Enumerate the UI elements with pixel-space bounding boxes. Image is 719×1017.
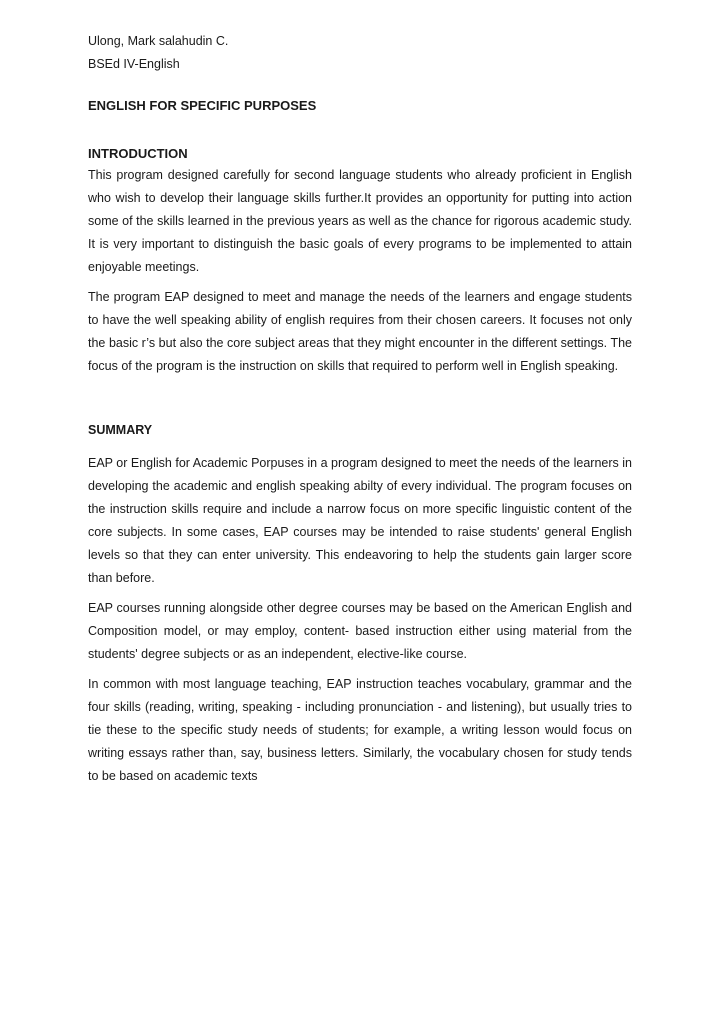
document-title: ENGLISH FOR SPECIFIC PURPOSES — [88, 98, 317, 113]
author-name: Ulong, Mark salahudin C. — [88, 34, 229, 48]
summary-body — [88, 452, 632, 788]
course-label: BSEd IV-English — [88, 57, 180, 71]
summary-paragraph: EAP or English for Academic Porpuses in a program designed to meet the needs of the learners in developing the academic and english speaking abilty of every individual. The program focuses on the instruction skills require and include a narrow focus on more specific linguistic content of the core subjects. In some cases, EAP courses may be intended to raise students' general English levels so that they can enter university. This endeavoring to help the students gain larger score than before. — [88, 456, 632, 585]
summary-paragraph: EAP courses running alongside other degree courses may be based on the American English and Composition model, or may employ, content- based instruction either using material from the students' degree subjects or as an independent, elective-like course. — [88, 601, 632, 661]
introduction-paragraph: This program designed carefully for second language students who already proficient in English who wish to develop their language skills further.It provides an opportunity for putting into action some of the skills learned in the previous years as well as the chance for rigorous academic study. It is very important to distinguish the basic goals of every programs to be implemented to attain enjoyable meetings. — [88, 168, 632, 274]
summary-heading: SUMMARY — [88, 423, 153, 437]
introduction-heading: INTRODUCTION — [88, 146, 188, 161]
introduction-body — [88, 164, 632, 378]
document-page — [88, 30, 632, 788]
introduction-paragraph: The program EAP designed to meet and manage the needs of the learners and engage students to have the well speaking ability of english requires from their chosen careers. It focuses not only the basic r’s but also the core subject areas that they might encounter in the different settings. The focus of the program is the instruction on skills that required to perform well in English speaking. — [88, 290, 632, 373]
summary-paragraph: In common with most language teaching, EAP instruction teaches vocabulary, grammar and the four skills (reading, writing, speaking - including pronunciation - and listening), but usually tries to tie these to the specific study needs of students; for example, a writing lesson would focus on writing essays rather than, say, business letters. Similarly, the vocabulary chosen for study tends to be based on academic texts — [88, 677, 632, 783]
